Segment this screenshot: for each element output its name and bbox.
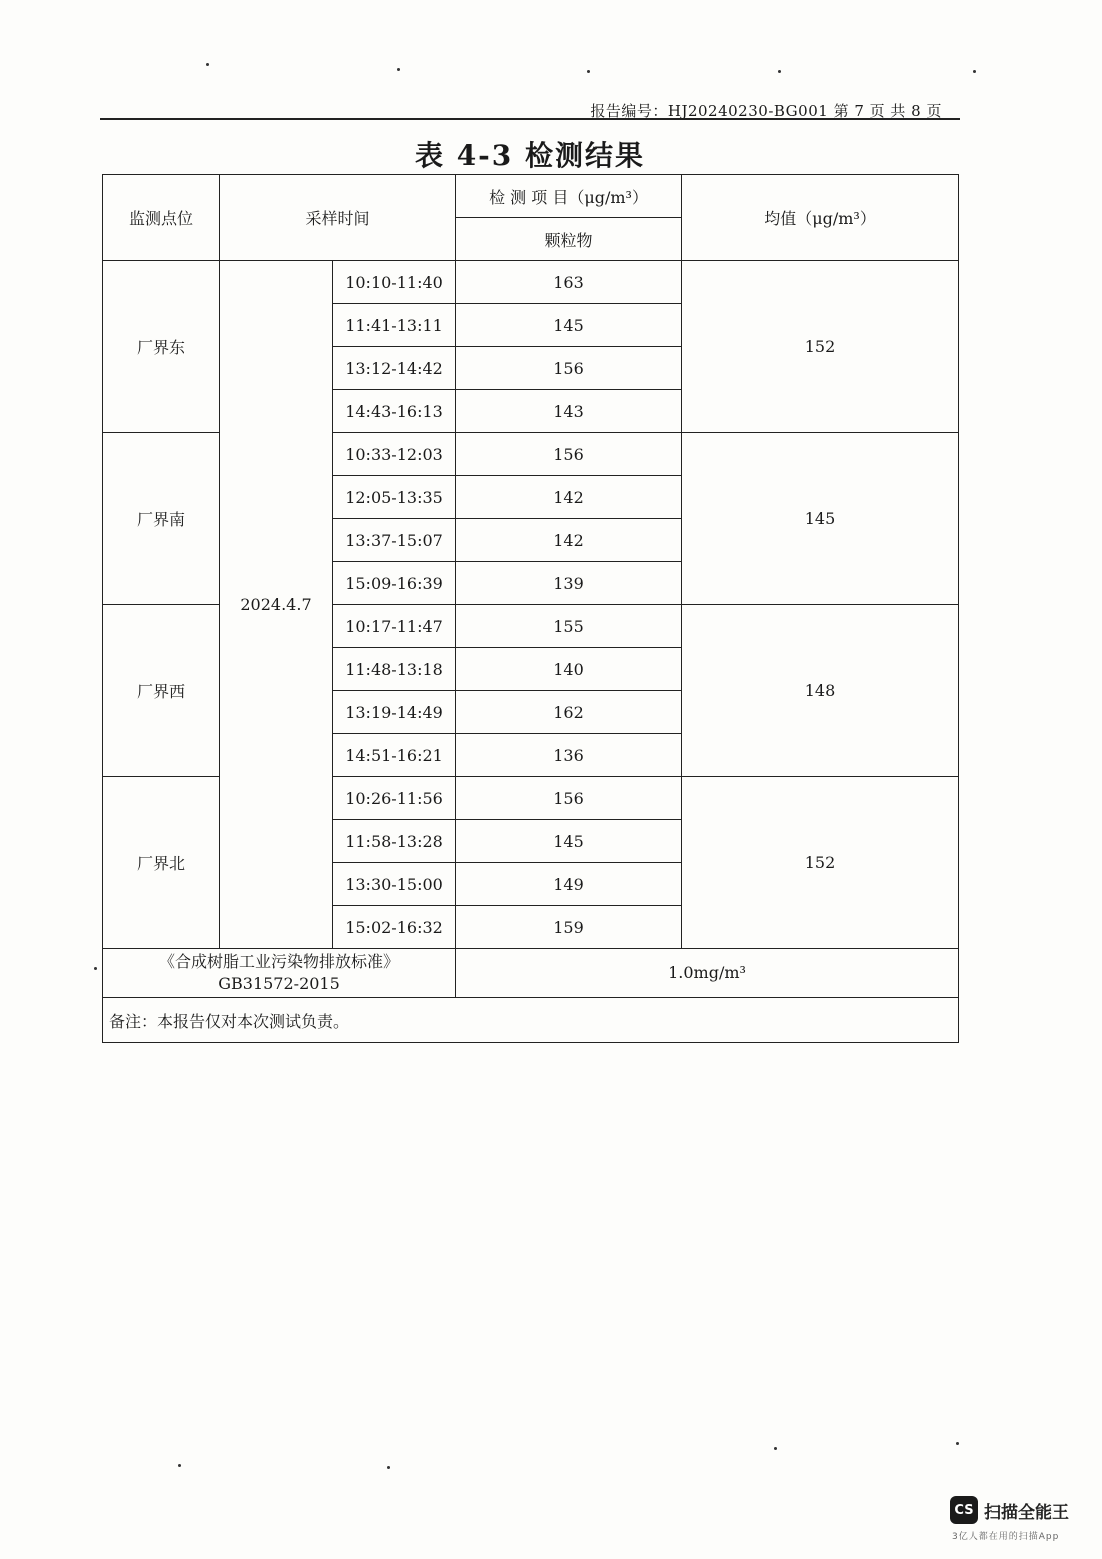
scanner-app-name: 扫描全能王 xyxy=(984,1503,1069,1523)
sampling-time: 12:05-13:35 xyxy=(333,476,456,519)
standard-name: 《合成树脂工业污染物排放标准》 xyxy=(159,952,400,971)
sampling-time: 14:43-16:13 xyxy=(333,390,456,433)
scan-speck xyxy=(778,70,781,73)
particulate-value: 142 xyxy=(456,519,682,562)
particulate-value: 143 xyxy=(456,390,682,433)
sampling-time: 13:37-15:07 xyxy=(333,519,456,562)
particulate-value: 162 xyxy=(456,691,682,734)
scan-speck xyxy=(956,1442,959,1445)
scan-speck xyxy=(587,70,590,73)
sampling-date: 2024.4.7 xyxy=(220,261,333,949)
scan-speck xyxy=(178,1464,181,1467)
sampling-time: 10:17-11:47 xyxy=(333,605,456,648)
monitoring-point: 厂界西 xyxy=(103,605,220,777)
scan-speck xyxy=(774,1447,777,1450)
sampling-time: 11:41-13:11 xyxy=(333,304,456,347)
sampling-time: 13:30-15:00 xyxy=(333,863,456,906)
page-title: 表 4-3 检测结果 xyxy=(414,139,646,172)
sampling-time: 13:19-14:49 xyxy=(333,691,456,734)
sampling-time: 11:58-13:28 xyxy=(333,820,456,863)
particulate-value: 139 xyxy=(456,562,682,605)
particulate-value: 156 xyxy=(456,347,682,390)
table-row xyxy=(103,261,959,304)
particulate-value: 136 xyxy=(456,734,682,777)
header-point: 监测点位 xyxy=(103,175,220,261)
results-table xyxy=(102,174,959,1043)
sampling-time: 15:02-16:32 xyxy=(333,906,456,949)
particulate-value: 142 xyxy=(456,476,682,519)
particulate-value: 156 xyxy=(456,777,682,820)
scan-speck xyxy=(387,1466,390,1469)
monitoring-point: 厂界东 xyxy=(103,261,220,433)
average-value: 152 xyxy=(682,777,959,949)
particulate-value: 159 xyxy=(456,906,682,949)
report-number: 报告编号：HJ20240230-BG001 第 7 页 共 8 页 xyxy=(590,102,942,120)
scanner-watermark xyxy=(950,1496,1090,1546)
header-rule xyxy=(100,118,960,120)
particulate-value: 155 xyxy=(456,605,682,648)
standard-code: GB31572-2015 xyxy=(218,974,340,993)
scan-speck xyxy=(397,68,400,71)
sampling-time: 15:09-16:39 xyxy=(333,562,456,605)
header-avg: 均值（μg/m³） xyxy=(682,175,959,261)
particulate-value: 145 xyxy=(456,820,682,863)
particulate-value: 156 xyxy=(456,433,682,476)
sampling-time: 10:33-12:03 xyxy=(333,433,456,476)
average-value: 148 xyxy=(682,605,959,777)
standard-row xyxy=(103,949,959,998)
note-row xyxy=(103,998,959,1043)
header-item: 检 测 项 目（μg/m³） xyxy=(456,175,682,218)
monitoring-point: 厂界北 xyxy=(103,777,220,949)
scan-speck xyxy=(94,967,97,970)
sampling-time: 14:51-16:21 xyxy=(333,734,456,777)
sampling-time: 10:10-11:40 xyxy=(333,261,456,304)
scan-speck xyxy=(973,70,976,73)
header-time: 采样时间 xyxy=(220,175,456,261)
particulate-value: 145 xyxy=(456,304,682,347)
average-value: 152 xyxy=(682,261,959,433)
scanner-tagline: 3亿人都在用的扫描App xyxy=(952,1532,1060,1542)
report-note: 备注：本报告仅对本次测试负责。 xyxy=(103,998,959,1043)
sampling-time: 10:26-11:56 xyxy=(333,777,456,820)
monitoring-point: 厂界南 xyxy=(103,433,220,605)
sampling-time: 11:48-13:18 xyxy=(333,648,456,691)
header-item-sub: 颗粒物 xyxy=(456,218,682,261)
particulate-value: 140 xyxy=(456,648,682,691)
scanner-logo-icon: CS xyxy=(950,1496,978,1524)
table-header-row xyxy=(103,175,959,218)
emission-standard xyxy=(103,949,456,998)
average-value: 145 xyxy=(682,433,959,605)
sampling-time: 13:12-14:42 xyxy=(333,347,456,390)
scan-speck xyxy=(206,63,209,66)
particulate-value: 163 xyxy=(456,261,682,304)
particulate-value: 149 xyxy=(456,863,682,906)
standard-limit: 1.0mg/m³ xyxy=(456,949,959,998)
